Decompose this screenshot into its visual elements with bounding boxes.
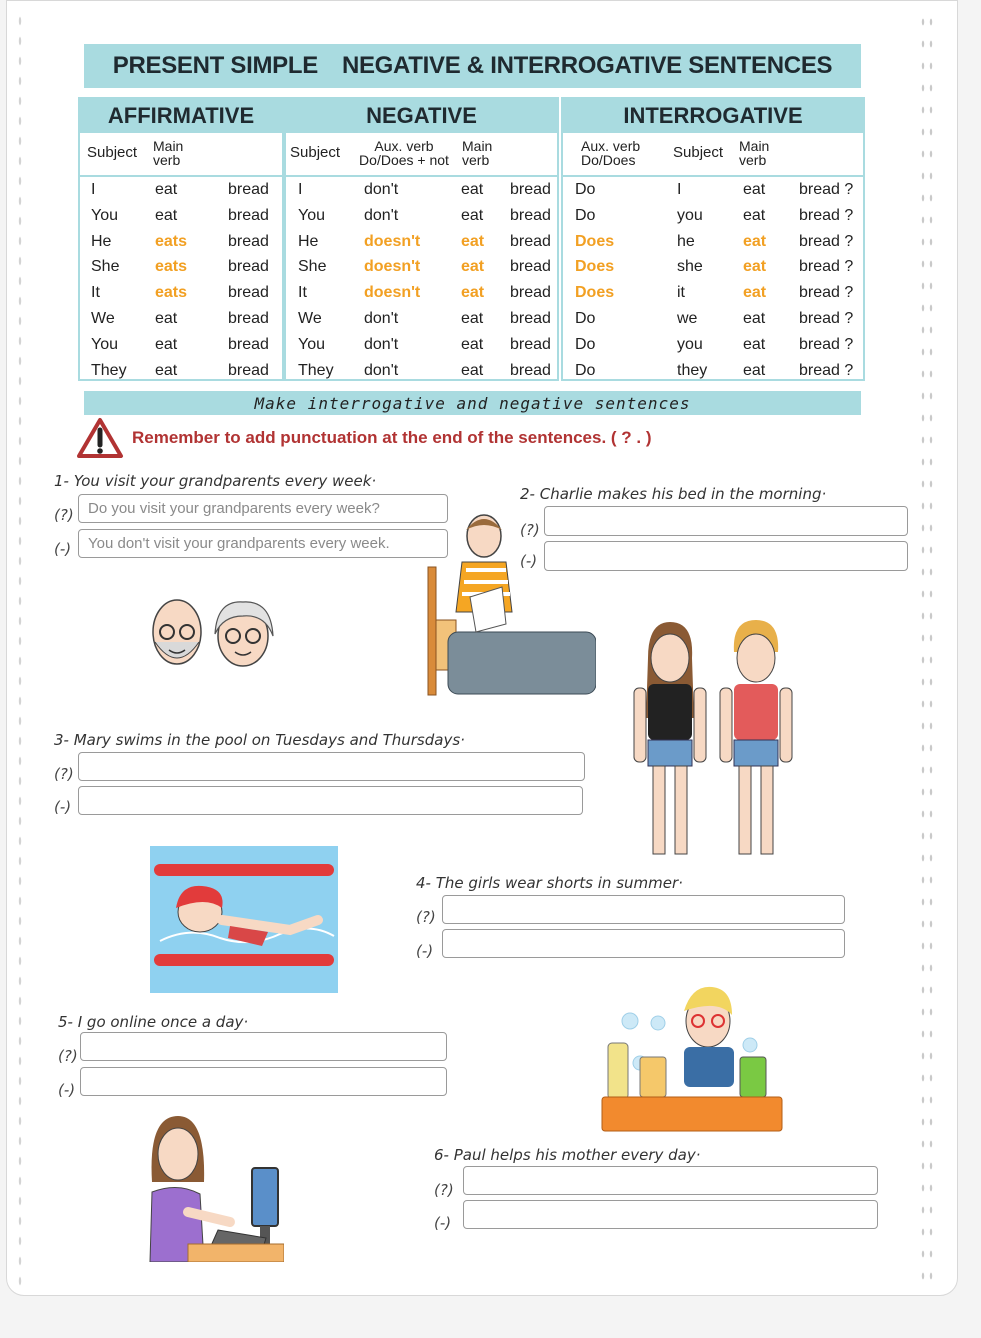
exercise-1-negative-field[interactable]: You don't visit your grandparents every week. — [78, 529, 448, 558]
exercise-1-question-field[interactable]: Do you visit your grandparents every week? — [78, 494, 448, 523]
negative-cell: bread — [510, 206, 551, 224]
interrogative-cell: eat — [743, 232, 767, 250]
affirmative-row — [80, 280, 282, 306]
interrogative-cell: you — [677, 335, 703, 353]
left-dotted-margin — [17, 11, 23, 1291]
exercise-6-question-field[interactable] — [463, 1166, 878, 1195]
negative-heading: NEGATIVE — [286, 99, 557, 133]
affirmative-cell: She — [91, 258, 120, 276]
affirmative-cell: eat — [155, 335, 178, 353]
negative-row — [286, 280, 557, 306]
interrogative-cell: Do — [575, 361, 596, 379]
affirmative-cell: eat — [155, 309, 178, 327]
negative-row — [286, 332, 557, 358]
exercise-4-negative-field[interactable] — [442, 929, 845, 958]
affirmative-row — [80, 306, 282, 332]
affirmative-cell: bread — [228, 284, 269, 302]
girl-swimming-illustration — [150, 846, 338, 993]
interrogative-row — [563, 358, 863, 384]
warning-text: Remember to add punctuation at the end of the sentences. ( ? . ) — [132, 428, 652, 447]
affirmative-cell: eat — [155, 361, 178, 379]
interrogative-cell: it — [677, 284, 685, 302]
interrogative-cell: I — [677, 181, 682, 198]
sub-aux-verb: Aux. verb Do/Does — [581, 138, 641, 168]
exercise-3-prompt: 3- Mary swims in the pool on Tuesdays and Thursdays· — [54, 731, 465, 749]
affirmative-heading: AFFIRMATIVE — [80, 99, 282, 133]
exercise-5-negative-label: (-) — [58, 1081, 76, 1099]
negative-cell: bread — [510, 232, 551, 250]
interrogative-cell: you — [677, 206, 703, 224]
sub-aux-verb: Aux. verb Do/Does + not — [359, 138, 449, 168]
interrogative-cell: bread ? — [799, 206, 854, 224]
affirmative-cell: bread — [228, 309, 269, 327]
negative-cell: bread — [510, 284, 551, 302]
exercise-5-prompt: 5- I go online once a day· — [58, 1013, 249, 1031]
negative-cell: eat — [461, 258, 485, 276]
exercise-5-question-label: (?) — [58, 1047, 78, 1065]
negative-cell: eat — [461, 206, 484, 224]
negative-row — [286, 254, 557, 280]
negative-row — [286, 306, 557, 332]
negative-cell: It — [298, 284, 307, 302]
negative-cell: bread — [510, 309, 551, 327]
affirmative-cell: They — [91, 361, 127, 379]
interrogative-cell: bread ? — [799, 309, 854, 327]
negative-row — [286, 177, 557, 203]
affirmative-cell: It — [91, 284, 100, 302]
grandparents-illustration — [145, 594, 285, 674]
negative-cell: bread — [510, 181, 551, 198]
negative-cell: doesn't — [364, 232, 421, 250]
sub-subject: Subject — [673, 144, 724, 161]
interrogative-heading: INTERROGATIVE — [563, 99, 863, 133]
exercise-6-negative-label: (-) — [434, 1214, 452, 1232]
title-left: PRESENT SIMPLE — [112, 52, 318, 79]
negative-cell: You — [298, 335, 325, 353]
interrogative-row — [563, 203, 863, 229]
affirmative-row — [80, 358, 282, 384]
affirmative-cell: I — [91, 181, 96, 198]
exercise-6-prompt: 6- Paul helps his mother every day· — [434, 1146, 701, 1164]
right-dotted-margin — [919, 11, 935, 1291]
interrogative-cell: they — [677, 361, 708, 379]
negative-cell: doesn't — [364, 258, 421, 276]
interrogative-cell: eat — [743, 335, 766, 353]
exercise-4-question-label: (?) — [416, 908, 436, 926]
interrogative-cell: eat — [743, 361, 766, 379]
affirmative-column — [78, 97, 284, 381]
affirmative-cell: bread — [228, 258, 269, 276]
interrogative-cell: Do — [575, 335, 596, 353]
affirmative-cell: You — [91, 206, 118, 224]
warning-icon — [76, 417, 124, 459]
affirmative-cell: eats — [155, 284, 188, 302]
boy-making-bed-illustration — [426, 512, 596, 697]
interrogative-cell: Do — [575, 181, 596, 198]
interrogative-cell: bread ? — [799, 361, 854, 379]
affirmative-cell: eats — [155, 232, 188, 250]
sub-main-verb: Main verb — [739, 138, 770, 168]
exercise-5-negative-field[interactable] — [80, 1067, 447, 1096]
interrogative-cell: bread ? — [799, 284, 854, 302]
affirmative-cell: eat — [155, 181, 178, 198]
negative-cell: don't — [364, 361, 399, 379]
exercise-1-question-label: (?) — [54, 506, 74, 524]
negative-cell: eat — [461, 181, 484, 198]
negative-cell: eat — [461, 284, 485, 302]
interrogative-cell: Does — [575, 258, 615, 276]
interrogative-subheader — [563, 133, 863, 177]
interrogative-rows — [563, 177, 863, 383]
negative-cell: I — [298, 181, 303, 198]
interrogative-row — [563, 280, 863, 306]
negative-cell: She — [298, 258, 327, 276]
affirmative-row — [80, 332, 282, 358]
affirmative-subheader — [80, 133, 282, 177]
interrogative-column — [561, 97, 865, 381]
negative-cell: eat — [461, 232, 485, 250]
exercise-6-question-label: (?) — [434, 1181, 454, 1199]
sub-main-verb: Main verb — [462, 138, 493, 168]
exercise-3-question-label: (?) — [54, 765, 74, 783]
affirmative-row — [80, 254, 282, 280]
affirmative-cell: He — [91, 232, 112, 250]
interrogative-cell: he — [677, 232, 695, 250]
affirmative-cell: eats — [155, 258, 188, 276]
negative-cell: don't — [364, 309, 399, 327]
affirmative-cell: bread — [228, 361, 269, 379]
negative-cell: They — [298, 361, 334, 379]
exercise-2-prompt: 2- Charlie makes his bed in the morning· — [520, 485, 827, 503]
negative-cell: don't — [364, 335, 399, 353]
negative-row — [286, 358, 557, 384]
exercise-2-question-label: (?) — [520, 521, 540, 539]
negative-cell: eat — [461, 361, 484, 379]
affirmative-rows — [80, 177, 282, 383]
interrogative-cell: she — [677, 258, 703, 276]
interrogative-cell: we — [677, 309, 698, 327]
interrogative-cell: bread ? — [799, 258, 854, 276]
exercise-4-question-field[interactable] — [442, 895, 845, 924]
exercise-2-question-field[interactable] — [544, 506, 908, 536]
negative-cell: He — [298, 232, 319, 250]
interrogative-row — [563, 306, 863, 332]
negative-cell: bread — [510, 258, 551, 276]
negative-cell: doesn't — [364, 284, 421, 302]
affirmative-cell: You — [91, 335, 118, 353]
interrogative-cell: bread ? — [799, 232, 854, 250]
interrogative-cell: eat — [743, 309, 766, 327]
negative-cell: don't — [364, 181, 399, 198]
affirmative-cell: bread — [228, 206, 269, 224]
interrogative-row — [563, 229, 863, 255]
interrogative-cell: Does — [575, 232, 615, 250]
affirmative-row — [80, 177, 282, 203]
negative-cell: eat — [461, 309, 484, 327]
affirmative-cell: eat — [155, 206, 178, 224]
negative-cell: We — [298, 309, 322, 327]
title-right: NEGATIVE & INTERROGATIVE SENTENCES — [341, 52, 833, 79]
interrogative-cell: bread ? — [799, 181, 854, 198]
exercise-1-prompt: 1- You visit your grandparents every week· — [54, 472, 377, 490]
negative-cell: eat — [461, 335, 484, 353]
affirmative-cell: We — [91, 309, 115, 327]
girl-at-computer-illustration — [148, 1112, 284, 1262]
negative-subheader — [286, 133, 557, 177]
negative-cell: bread — [510, 361, 551, 379]
exercise-3-negative-field[interactable] — [78, 786, 583, 815]
interrogative-row — [563, 177, 863, 203]
sub-subject: Subject — [290, 144, 341, 161]
sub-main-verb: Main verb — [153, 138, 184, 168]
exercise-4-prompt: 4- The girls wear shorts in summer· — [416, 874, 683, 892]
affirmative-cell: bread — [228, 335, 269, 353]
affirmative-cell: bread — [228, 181, 269, 198]
exercise-2-negative-label: (-) — [520, 552, 538, 570]
interrogative-cell: bread ? — [799, 335, 854, 353]
exercise-2-negative-field[interactable] — [544, 541, 908, 571]
interrogative-cell: eat — [743, 206, 766, 224]
interrogative-cell: eat — [743, 284, 767, 302]
interrogative-row — [563, 254, 863, 280]
exercise-6-negative-field[interactable] — [463, 1200, 878, 1229]
exercise-4-negative-label: (-) — [416, 942, 434, 960]
page-title — [84, 44, 861, 88]
girls-in-shorts-illustration — [628, 618, 798, 866]
interrogative-cell: eat — [743, 258, 767, 276]
affirmative-row — [80, 229, 282, 255]
interrogative-row — [563, 332, 863, 358]
exercise-3-question-field[interactable] — [78, 752, 585, 781]
affirmative-row — [80, 203, 282, 229]
exercise-5-question-field[interactable] — [80, 1032, 447, 1061]
interrogative-cell: Do — [575, 309, 596, 327]
interrogative-cell: Do — [575, 206, 596, 224]
affirmative-cell: bread — [228, 232, 269, 250]
boy-washing-dishes-illustration — [600, 985, 785, 1133]
negative-column — [284, 97, 559, 381]
negative-cell: bread — [510, 335, 551, 353]
negative-row — [286, 203, 557, 229]
instruction-bar: Make interrogative and negative sentences — [84, 391, 861, 415]
negative-rows — [286, 177, 557, 383]
negative-cell: don't — [364, 206, 399, 224]
interrogative-cell: eat — [743, 181, 766, 198]
negative-cell: You — [298, 206, 325, 224]
negative-row — [286, 229, 557, 255]
sub-subject: Subject — [87, 144, 138, 161]
exercise-1-negative-label: (-) — [54, 540, 72, 558]
interrogative-cell: Does — [575, 284, 615, 302]
exercise-3-negative-label: (-) — [54, 798, 72, 816]
